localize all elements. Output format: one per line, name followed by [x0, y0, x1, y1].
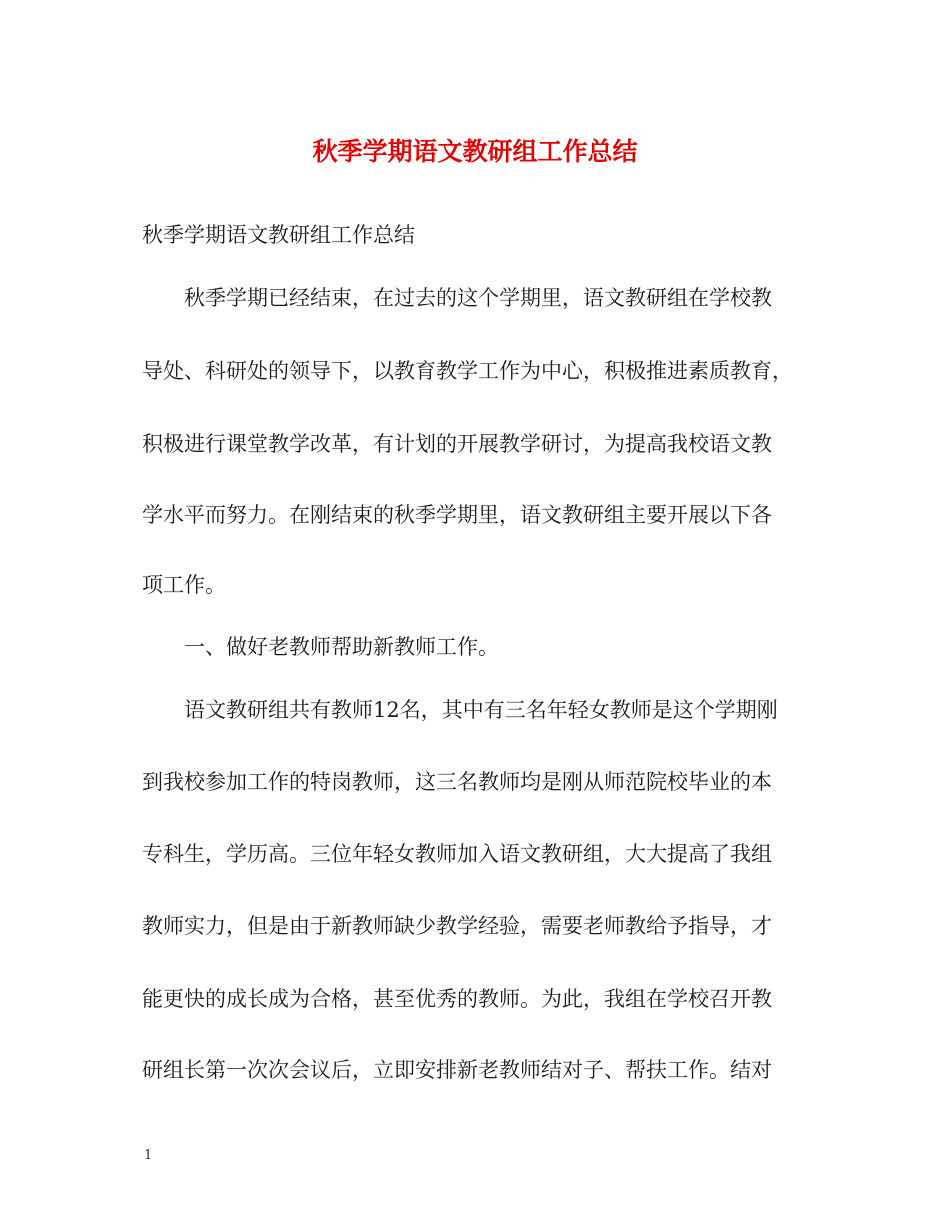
- paragraph-line: 积极进行课堂教学改革，有计划的开展教学研讨，为提高我校语文教: [142, 432, 772, 456]
- document-heading: 秋季学期语文教研组工作总结: [142, 223, 415, 247]
- document-title: 秋季学期语文教研组工作总结: [312, 137, 638, 166]
- paragraph-line: 秋季学期已经结束，在过去的这个学期里，语文教研组在学校教: [184, 286, 772, 310]
- page-number: 1: [144, 1148, 153, 1163]
- paragraph-line: 到我校参加工作的特岗教师，这三名教师均是刚从师范院校毕业的本: [142, 770, 772, 794]
- paragraph-line: 专科生，学历高。三位年轻女教师加入语文教研组，大大提高了我组: [142, 842, 772, 866]
- paragraph-line: 研组长第一次次会议后，立即安排新老教师结对子、帮扶工作。结对: [142, 1058, 772, 1082]
- paragraph-line: 项工作。: [142, 573, 226, 597]
- paragraph-line: 导处、科研处的领导下，以教育教学工作为中心，积极推进素质教育，: [142, 359, 793, 383]
- paragraph-line: 语文教研组共有教师12名，其中有三名年轻女教师是这个学期刚: [184, 698, 778, 722]
- paragraph-line: 能更快的成长成为合格，甚至优秀的教师。为此，我组在学校召开教: [142, 987, 772, 1011]
- section-heading: 一、做好老教师帮助新教师工作。: [184, 635, 499, 659]
- paragraph-line: 教师实力，但是由于新教师缺少教学经验，需要老师教给予指导，才: [142, 914, 772, 938]
- paragraph-line: 学水平而努力。在刚结束的秋季学期里，语文教研组主要开展以下各: [142, 503, 772, 527]
